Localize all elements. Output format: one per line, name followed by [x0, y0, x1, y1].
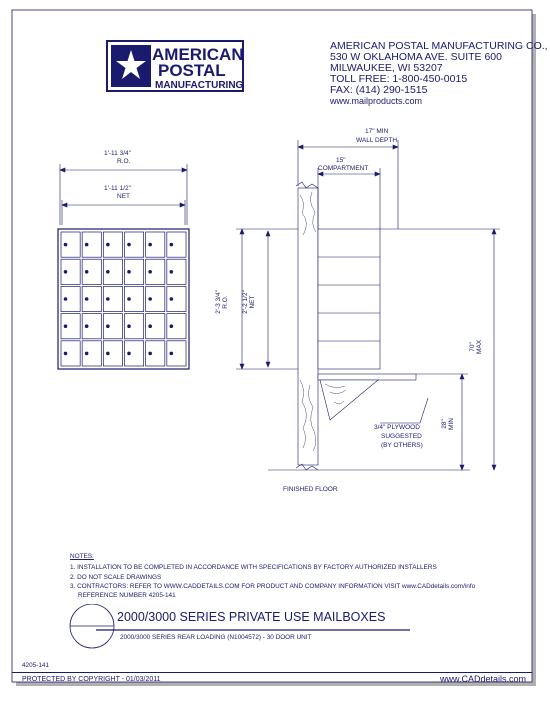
ro-width-label: 1'-11 3/4" — [104, 150, 131, 157]
lock-icon — [170, 352, 174, 356]
ro-height-label: 2'-3 3/4" R.O. — [214, 290, 229, 314]
ro-label: R.O. — [117, 158, 131, 165]
lock-icon — [148, 243, 152, 247]
caddetails-link[interactable]: www.CADdetails.com — [440, 674, 527, 684]
company-website-link[interactable]: www.mailproducts.com — [330, 96, 423, 106]
lock-icon — [170, 270, 174, 274]
reference-number: 4205-141 — [22, 662, 50, 669]
lock-icon — [127, 352, 131, 356]
plywood-line1: 3/4" PLYWOOD — [374, 424, 420, 431]
company-address2: MILWAUKEE, WI 53207 — [330, 62, 443, 74]
lock-icon — [106, 297, 110, 301]
max-height-label: 70" MAX — [469, 339, 484, 355]
mailbox-front-view — [58, 229, 189, 369]
lock-icon — [170, 243, 174, 247]
lock-icon — [148, 324, 152, 328]
plywood-line2: SUGGESTED — [381, 433, 422, 440]
copyright-text: PROTECTED BY COPYRIGHT - 01/03/2011 — [22, 676, 161, 683]
lock-icon — [85, 297, 89, 301]
lock-icon — [127, 243, 131, 247]
logo-line2: POSTAL — [158, 61, 226, 80]
compartment-label: COMPARTMENT — [318, 165, 369, 172]
finished-floor-label: FINISHED FLOOR — [283, 486, 338, 493]
lock-icon — [106, 243, 110, 247]
lock-icon — [64, 324, 68, 328]
lock-icon — [170, 297, 174, 301]
lock-icon — [170, 324, 174, 328]
lock-icon — [64, 352, 68, 356]
company-logo — [107, 41, 244, 91]
logo-line3: MANUFACTURING — [155, 80, 244, 91]
lock-icon — [148, 352, 152, 356]
company-tollfree: TOLL FREE: 1-800-450-0015 — [330, 73, 468, 85]
notes-heading: NOTES: — [70, 553, 94, 560]
lock-icon — [85, 270, 89, 274]
compartment-value: 15" — [336, 157, 346, 164]
drawing-title: 2000/3000 SERIES PRIVATE USE MAILBOXES — [117, 610, 386, 624]
note-2: 2. DO NOT SCALE DRAWINGS — [70, 574, 162, 581]
lock-icon — [148, 270, 152, 274]
wall-depth-label: WALL DEPTH — [356, 137, 398, 144]
company-name: AMERICAN POSTAL MANUFACTURING CO., — [330, 40, 548, 52]
note-3: 3. CONTRACTORS: REFER TO WWW.CADDETAILS.COM FOR PRODUCT AND COMPANY INFORMATION VISIT www.CADdetails.com/info — [70, 583, 476, 590]
note-1: 1. INSTALLATION TO BE COMPLETED IN ACCORDANCE WITH SPECIFICATIONS BY FACTORY AUTHORIZED INSTALLERS — [70, 564, 437, 571]
lock-icon — [64, 297, 68, 301]
lock-icon — [85, 352, 89, 356]
lock-icon — [64, 270, 68, 274]
min-height-label: 28" MIN — [440, 418, 455, 430]
lock-icon — [106, 352, 110, 356]
lock-icon — [64, 243, 68, 247]
lock-icon — [85, 324, 89, 328]
net-height-label: 2'-2 1/2" NET — [241, 290, 256, 314]
company-fax: FAX: (414) 290-1515 — [330, 84, 428, 96]
lock-icon — [127, 297, 131, 301]
plywood-line3: (BY OTHERS) — [381, 442, 423, 449]
lock-icon — [127, 270, 131, 274]
company-address1: 530 W OKLAHOMA AVE. SUITE 600 — [330, 51, 502, 63]
drawing-subtitle: 2000/3000 SERIES REAR LOADING (N1004572) - 30 DOOR UNIT — [120, 634, 312, 641]
lock-icon — [85, 243, 89, 247]
net-width-label: 1'-11 1/2" — [104, 185, 131, 192]
note-reference: REFERENCE NUMBER 4205-141 — [78, 592, 176, 599]
lock-icon — [148, 297, 152, 301]
lock-icon — [106, 324, 110, 328]
logo-line1: AMERICAN — [152, 45, 244, 64]
lock-icon — [127, 324, 131, 328]
wall-depth-value: 17" MIN — [365, 128, 389, 135]
footer-divider — [12, 672, 532, 673]
lock-icon — [106, 270, 110, 274]
net-label: NET — [117, 193, 130, 200]
